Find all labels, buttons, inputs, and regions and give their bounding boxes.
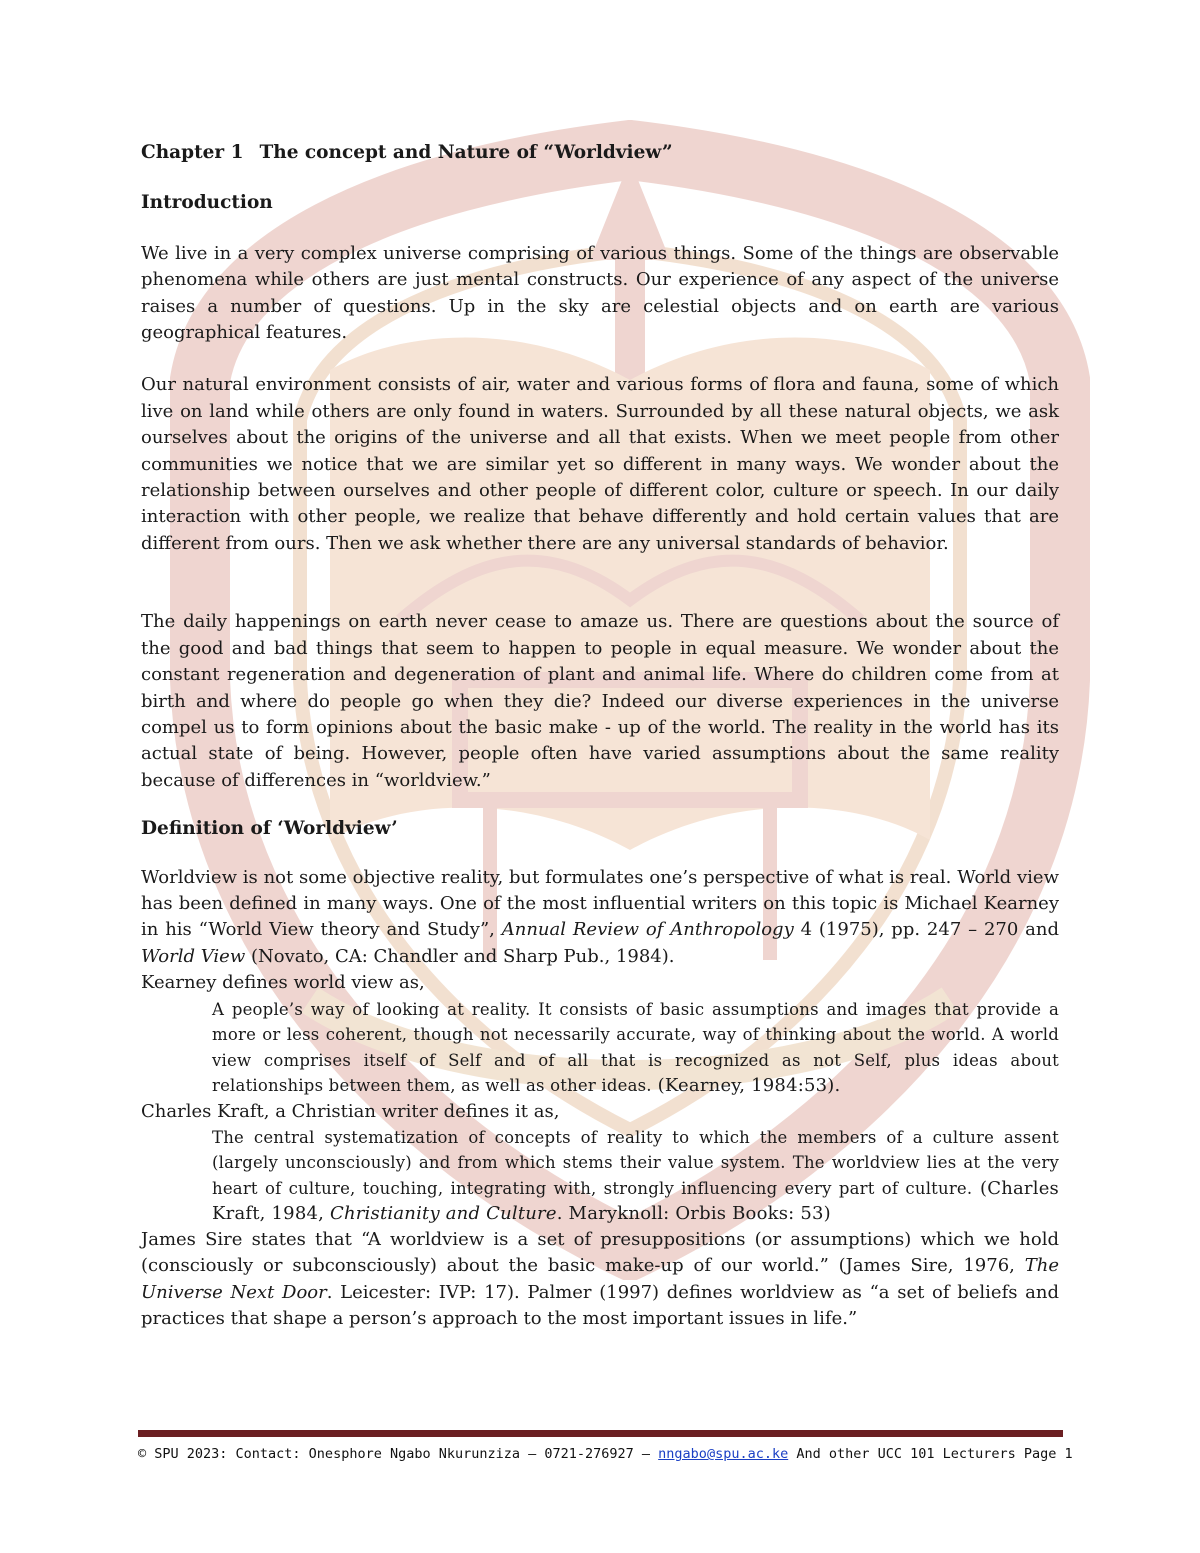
document-body <box>141 140 1059 1333</box>
definition-heading: Definition of ‘Worldview’ <box>141 818 398 840</box>
kearney-quote-text: A people’s way of looking at reality. It consists of basic assumptions and images that provide a more or less coherent, though not necessarily accurate, way of thinking about the world. A world view comprises itself of Self and of all that is recognized as not Self, plus ideas about relationships between them, as well as other ideas. <box>212 999 1059 1096</box>
sire-book-title: The Universe Next Door <box>141 1255 1059 1303</box>
kearney-quote <box>212 997 1059 1099</box>
footer-rule <box>138 1430 1063 1437</box>
kraft-quote <box>212 1125 1059 1227</box>
kearney-citation: (Kearney, 1984:53). <box>651 1075 841 1097</box>
intro-paragraph-1: We live in a very complex universe comprising of various things. Some of the things are observable phenomena while others are just mental constructs. Our experience of any aspect of the universe raises a number of questions. Up in the sky are celestial objects and on earth are various geographical features. <box>141 242 1059 344</box>
journal-title: Annual Review of Anthropology <box>501 919 794 941</box>
sire-text-a: James Sire states that “A worldview is a set of presuppositions (or assumptions) which we hold (consciously or subconsciously) about the basic make-up of our world.” (James Sire, 1976, <box>141 1228 1059 1277</box>
kearney-lead: Kearney defines world view as, <box>141 972 425 994</box>
book-title-world-view: World View <box>141 945 246 967</box>
intro-paragraph-2: Our natural environment consists of air, water and various forms of flora and fauna, some of which live on land while others are only found in waters. Surrounded by all these natural objects, we ask ourselves about the origins of the universe and all that exists. When we meet people from other communities we notice that we are similar yet so different in many ways. We wonder about the relationship between ourselves and other people of different color, culture or speech. In our daily interaction with other people, we realize that behave differently and hold certain values that are different from ours. Then we ask whether there are any universal standards of behavior. <box>141 374 1059 554</box>
sire-paragraph <box>141 1227 1059 1333</box>
chapter-title: The concept and Nature of “Worldview” <box>259 142 673 163</box>
chapter-heading <box>141 140 1059 166</box>
definition-intro-text-e: (Novato, CA: Chandler and Sharp Pub., 1984). <box>245 945 675 967</box>
kraft-book-title: Christianity and Culture <box>329 1203 557 1225</box>
definition-intro-paragraph <box>141 865 1059 971</box>
kraft-lead: Charles Kraft, a Christian writer defines it as, <box>141 1100 560 1122</box>
kraft-citation-c: . Maryknoll: Orbis Books: 53) <box>556 1203 831 1225</box>
kraft-citation-a: (Charles Kraft, 1984, <box>212 1177 1059 1225</box>
definition-intro-text-a: Worldview is not some objective reality, but formulates one’s perspective of what is real. World view has been defined in many ways. One of the most influential writers on this topic is Michael Kearney in his “World View theory and Study”, <box>141 866 1059 941</box>
footer-contact: © SPU 2023: Contact: Onesphore Ngabo Nkurunziza – 0721-276927 – <box>138 1446 659 1462</box>
footer-page-info: And other UCC 101 Lecturers Page 1 <box>788 1446 1073 1462</box>
intro-paragraph-3: The daily happenings on earth never cease to amaze us. There are questions about the source of the good and bad things that seem to happen to people in equal measure. We wonder about the constant regeneration and degeneration of plant and animal life. Where do children come from at birth and where do people go when they die? Indeed our diverse experiences in the universe compel us to form opinions about the basic make - up of the world. The reality in the world has its actual state of being. However, people often have varied assumptions about the same reality because of differences in “worldview.” <box>141 611 1059 791</box>
kraft-quote-text: The central systematization of concepts of reality to which the members of a culture assent (largely unconsciously) and from which stems their value system. The worldview lies at the very heart of culture, touching, integrating with, strongly influencing every part of culture. <box>212 1127 1059 1198</box>
definition-intro-text-c: 4 (1975), pp. 247 – 270 and <box>793 919 1060 941</box>
chapter-number: Chapter 1 <box>141 142 244 163</box>
introduction-heading: Introduction <box>141 192 273 214</box>
sire-text-c: . Leicester: IVP: 17). Palmer (1997) defines worldview as “a set of beliefs and practices that shape a person’s approach to the most important issues in life.” <box>141 1281 1060 1330</box>
page-footer <box>138 1443 1100 1465</box>
footer-email-link[interactable]: nngabo@spu.ac.ke <box>658 1446 789 1462</box>
